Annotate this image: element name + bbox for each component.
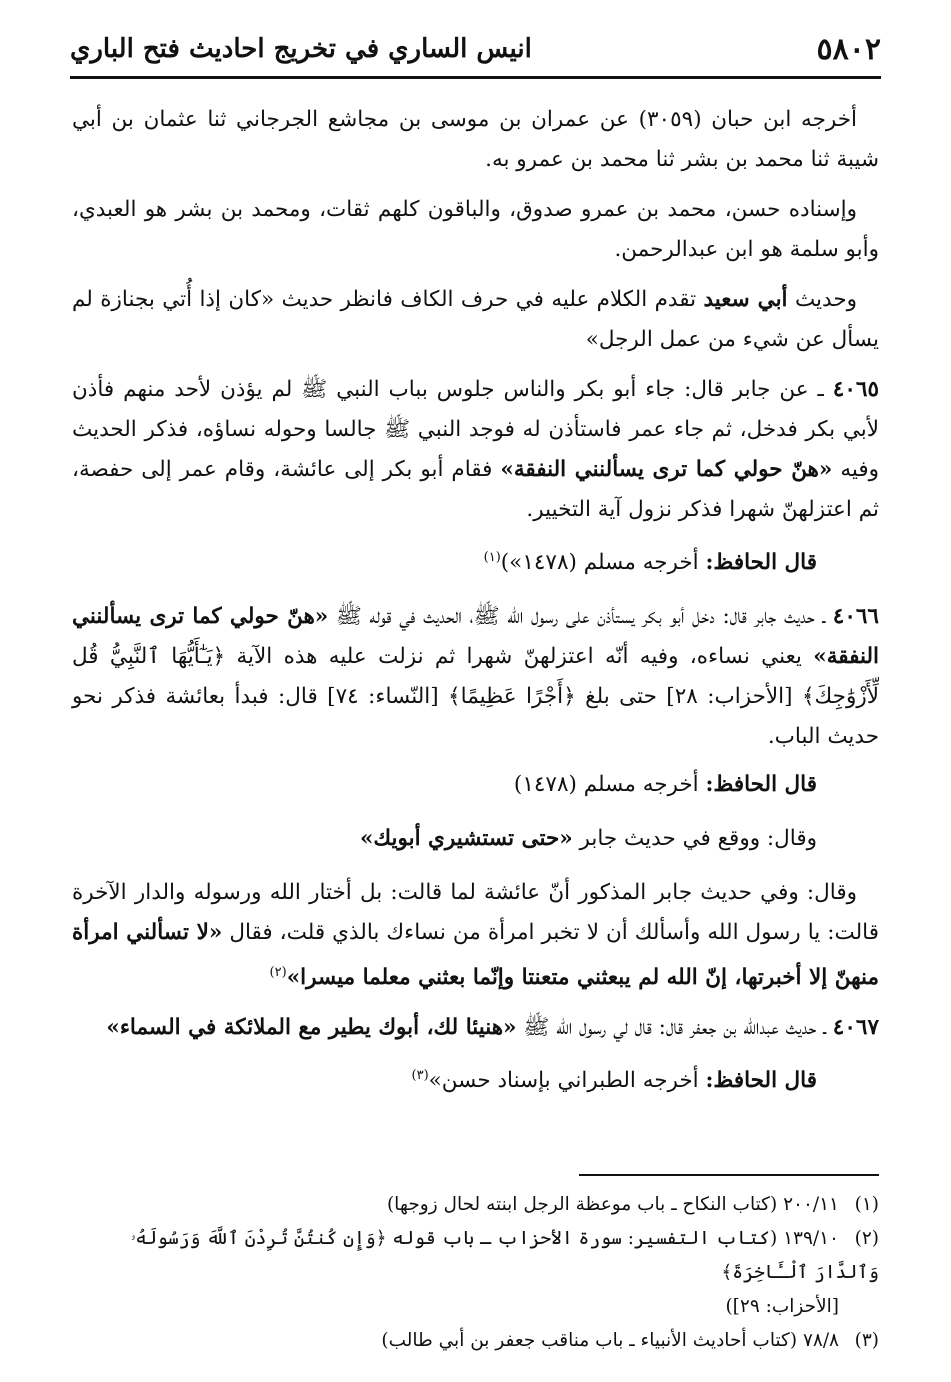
- footnote-ref: (٢): [269, 965, 287, 981]
- footnote-2-continuation: [الأحزاب: ٢٩]): [725, 1296, 839, 1317]
- paragraph-isnad: وإسناده حسن، محمد بن عمرو صدوق، والباقون كلهم ثقات، ومحمد بن بشر هو العبدي، وأبو سلمة هو ابن عبدالرحمن.: [72, 197, 879, 262]
- footnotes: [72, 1188, 879, 1358]
- footnote-3: (٣)٧٨/٨ (كتاب أحاديث الأنبياء ـ باب مناقب جعفر بن أبي طالب): [381, 1330, 879, 1351]
- footnote-ref: (٣): [411, 1068, 429, 1084]
- hafiz-quote-jabir: وقال: ووقع في حديث جابر «حتى تستشيري أبويك»: [359, 826, 817, 852]
- paragraph-ibn-hibban: أخرجه ابن حبان (٣٠٥٩) عن عمران بن موسى بن مجاشع الجرجاني ثنا عثمان بن أبي شيبة ثنا محمد بن بشر ثنا محمد بن عمرو به.: [72, 107, 879, 172]
- footnote-2: (٢)١٣٩/١٠ (كتاب التفسير: سورة الأحزاب ـ باب قوله ﴿وَإِن كُنتُنَّ تُرِدْنَ ٱللَّهَ وَرَسُولَهُۥ وَٱلدَّارَ ٱلْـَٔاخِرَةَ﴾: [130, 1228, 879, 1283]
- page-number: ٥٨٠٢: [816, 31, 881, 67]
- running-title: انيس الساري في تخريج احاديث فتح الباري: [70, 34, 532, 64]
- paragraph-abu-said: وحديث أبي سعيد تقدم الكلام عليه في حرف الكاف فانظر حديث «كان إذا أُتي بجنازة لم يسأل عن شيء من عمل الرجل»: [72, 287, 879, 352]
- hadith-number: ٤٠٦٥: [832, 377, 879, 402]
- quran-verse: ﴿أَجْرًا عَظِيمًا﴾: [448, 684, 576, 710]
- paragraph-aisha: وقال: وفي حديث جابر المذكور أنّ عائشة لما قالت: بل أختار الله ورسوله والدار الآخرة قالت: يا رسول الله وأسألك أن لا تخبر امرأة من نساءك بالذي قلت، فقال «لا تسألني امرأة منهنّ إلا أخبرتها، إنّ الله لم يبعثني متعنتا وإنّما بعثني معلما ميسرا»$^{(٢)}$: [72, 880, 879, 991]
- hadith-4067: ٤٠٦٧ ـ حديث عبدالله بن جعفر قال: قال لي رسول الله ﷺ «هنيئا لك، أبوك يطير مع الملائكة في السماء»: [106, 1015, 879, 1041]
- hadith-4065: ٤٠٦٥ ـ عن جابر قال: جاء أبو بكر والناس جلوس بباب النبي ﷺ لم يؤذن لأحد منهم فأذن لأبي بكر فدخل، ثم جاء عمر فاستأذن له فوجد النبي ﷺ جالسا وحوله نساؤه، فذكر الحديث وفيه «هنّ حولي كما ترى يسألنني النفقة» فقام أبو بكر إلى عائشة، وقام عمر إلى حفصة، ثم اعتزلهنّ شهرا فذكر نزول آية التخيير.: [72, 377, 879, 522]
- footnote-ref: (١): [483, 550, 501, 565]
- hafiz-note-4066: قال الحافظ: أخرجه مسلم (١٤٧٨): [513, 772, 817, 798]
- quran-verse: ﴿يَـٰٓأَيُّهَا ٱلنَّبِيُّ قُل لِّأَزْوَٰجِكَ﴾: [72, 644, 879, 710]
- footnote-1: (١)٢٠٠/١١ (كتاب النكاح ـ باب موعظة الرجل ابنته لحال زوجها): [386, 1194, 879, 1215]
- hafiz-note-4067: قال الحافظ: أخرجه الطبراني بإسناد حسن»$^{(٣)}$: [411, 1068, 817, 1094]
- page-header: [70, 22, 881, 79]
- hadith-4066: ٤٠٦٦ ـ حديث جابر قال: دخل أبو بكر يستأذن على رسول الله ﷺ، الحديث في قوله ﷺ «هنّ حولي كما ترى يسألنني النفقة» يعني نساءه، وفيه أنّه اعتزلهنّ شهرا ثم نزلت عليه هذه الآية ﴿يَـٰٓأَيُّهَا ٱلنَّبِيُّ قُل لِّأَزْوَٰجِكَ﴾ [الأحزاب: ٢٨] حتى بلغ ﴿أَجْرًا عَظِيمًا﴾ [النّساء: ٧٤] قال: فبدأ بعائشة فذكر نحو حديث الباب.: [72, 604, 879, 750]
- hadith-number: ٤٠٦٦: [832, 604, 879, 630]
- footnote-divider: [579, 1174, 879, 1176]
- page-body: [72, 100, 879, 1115]
- hafiz-note-4065: قال الحافظ: أخرجه مسلم (١٤٧٨»)$^{(١)}$: [483, 550, 817, 576]
- hadith-number: ٤٠٦٧: [832, 1015, 879, 1041]
